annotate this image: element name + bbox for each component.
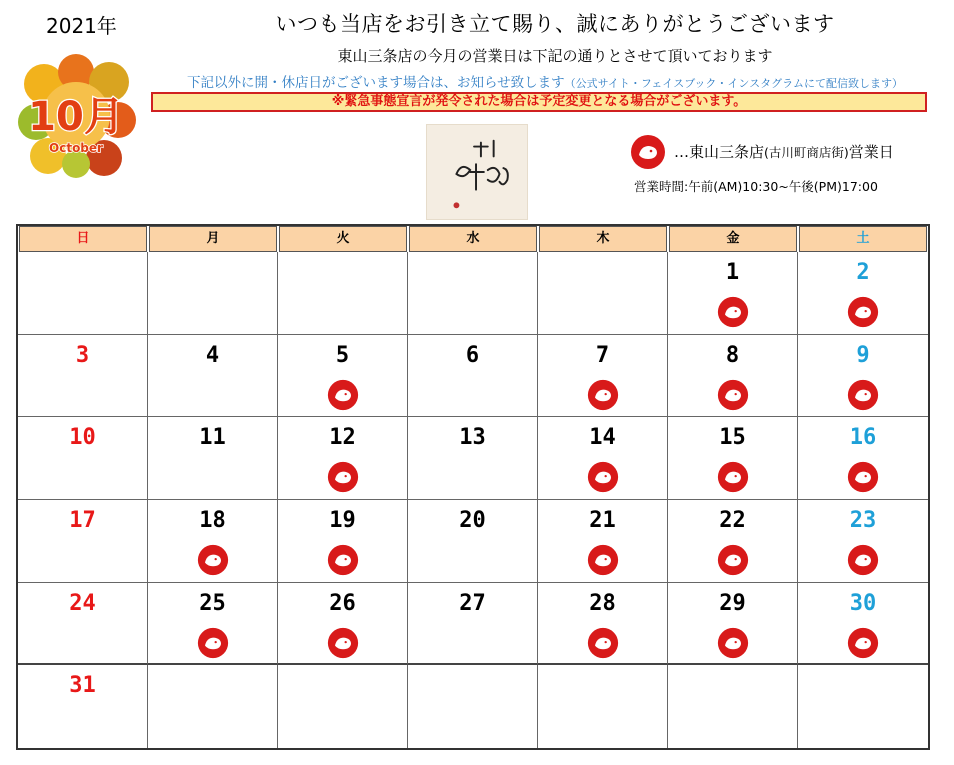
calendar-day-cell [538, 500, 668, 583]
emergency-notice: ※緊急事態宣言が発令された場合は予定変更となる場合がございます。 [151, 92, 927, 112]
day-number: 25 [199, 590, 226, 616]
calendar-day-cell [18, 665, 148, 748]
calendar-day-cell [408, 335, 538, 418]
day-number: 18 [199, 507, 226, 533]
open-day-stamp-icon [587, 544, 619, 576]
day-number: 23 [849, 507, 877, 533]
calendar-day-cell [278, 500, 408, 583]
calendar-day-cell [668, 417, 798, 500]
day-number: 29 [719, 590, 746, 616]
calendar-day-cell [408, 500, 538, 583]
notice-small: （公式サイト・フェイスブック・インスタグラムにて配信致します） [564, 77, 903, 90]
calendar-day-cell [798, 335, 928, 418]
day-number: 6 [465, 342, 480, 368]
day-number: 5 [335, 342, 350, 368]
calendar-day-cell [538, 665, 668, 748]
open-day-stamp-icon [587, 461, 619, 493]
day-number: 12 [329, 425, 356, 451]
calendar-day-cell [668, 335, 798, 418]
calendar-day-cell [668, 665, 798, 748]
calendar-day-cell [538, 417, 668, 500]
open-day-stamp-icon [197, 627, 229, 659]
calendar-day-cell [668, 252, 798, 335]
calendar-day-cell [148, 252, 278, 335]
day-number: 15 [719, 425, 746, 451]
calendar-day-cell [408, 665, 538, 748]
open-day-stamp-icon [847, 379, 879, 411]
calendar-day-cell [148, 583, 278, 666]
headline: いつも当店をお引き立て賜り、誠にありがとうございます [275, 12, 835, 36]
calendar-day-cell [278, 252, 408, 335]
open-day-stamp-icon [587, 627, 619, 659]
notice [150, 71, 940, 91]
calendar-day-cell [18, 583, 148, 666]
calendar-day-cell [668, 583, 798, 666]
calendar-day-cell [408, 583, 538, 666]
day-number: 30 [849, 590, 877, 616]
weekday-tue: 火 [279, 226, 407, 252]
open-day-stamp-icon [197, 544, 229, 576]
month-name: October [49, 141, 103, 155]
calendar-day-cell [148, 665, 278, 748]
open-day-stamp-icon [847, 296, 879, 328]
calendar-day-cell [278, 417, 408, 500]
weekday-sat: 土 [799, 226, 927, 252]
day-number: 4 [205, 342, 220, 368]
calendar-day-cell [18, 417, 148, 500]
calendar-day-cell [538, 583, 668, 666]
day-number: 7 [595, 342, 610, 368]
open-day-stamp-icon [327, 461, 359, 493]
open-day-stamp-icon [327, 544, 359, 576]
legend-text [674, 141, 894, 162]
open-day-stamp-icon [587, 379, 619, 411]
calendar-day-cell [18, 335, 148, 418]
legend-suffix: 営業日 [848, 143, 894, 161]
open-day-stamp-icon [717, 627, 749, 659]
day-number: 11 [199, 425, 226, 451]
calendar-day-cell [538, 335, 668, 418]
calendar-day-cell [278, 583, 408, 666]
calendar-day-cell [148, 500, 278, 583]
weekday-sun: 日 [19, 226, 147, 252]
day-number: 9 [856, 342, 870, 368]
open-day-stamp-icon [630, 134, 666, 170]
business-hours: 営業時間:午前(AM)10:30~午後(PM)17:00 [634, 179, 878, 194]
day-number: 17 [69, 507, 96, 533]
weekday-header [18, 226, 928, 252]
open-day-stamp-icon [717, 461, 749, 493]
weekday-thu: 木 [539, 226, 667, 252]
calendar-day-cell [668, 500, 798, 583]
open-day-stamp-icon [847, 461, 879, 493]
calendar-day-cell [798, 417, 928, 500]
october-leaves-badge [14, 54, 138, 178]
open-day-stamp-icon [327, 627, 359, 659]
calendar-day-cell [408, 252, 538, 335]
day-number: 24 [69, 590, 96, 616]
calendar-day-cell [148, 335, 278, 418]
open-day-stamp-icon [327, 379, 359, 411]
day-number: 21 [589, 507, 616, 533]
legend-prefix: … [674, 143, 689, 161]
calendar-day-cell [798, 500, 928, 583]
day-number: 27 [459, 590, 486, 616]
day-number: 31 [69, 673, 96, 699]
weekday-mon: 月 [149, 226, 277, 252]
day-number: 8 [725, 342, 740, 368]
open-day-stamp-icon [717, 379, 749, 411]
calendar-day-cell [148, 417, 278, 500]
day-number: 2 [856, 260, 870, 285]
day-number: 16 [849, 425, 877, 451]
day-number: 10 [69, 425, 96, 451]
calendar-day-cell [798, 665, 928, 748]
calendar-grid [16, 224, 930, 750]
day-number: 14 [589, 425, 616, 451]
open-day-stamp-icon [717, 544, 749, 576]
open-day-stamp-icon [717, 296, 749, 328]
month-number: 10月 [28, 94, 124, 140]
day-number: 20 [459, 507, 486, 533]
day-number: 1 [725, 260, 740, 285]
day-number: 13 [459, 425, 486, 451]
calendar-day-cell [18, 252, 148, 335]
year-label: 2021年 [46, 14, 117, 38]
day-number: 3 [75, 342, 90, 368]
calendar-day-cell [538, 252, 668, 335]
notice-main: 下記以外に開・休店日がございます場合は、お知らせ致します [187, 75, 565, 91]
calendar-day-cell [798, 252, 928, 335]
shop-logo [426, 124, 528, 220]
calendar-day-cell [798, 583, 928, 666]
subline: 東山三条店の今月の営業日は下記の通りとさせて頂いております [337, 47, 773, 65]
legend-location: (古川町商店街) [764, 145, 849, 160]
calendar-day-cell [18, 500, 148, 583]
calendar-day-cell [278, 665, 408, 748]
open-day-stamp-icon [847, 627, 879, 659]
day-number: 28 [589, 590, 616, 616]
weekday-fri: 金 [669, 226, 797, 252]
calendar-body [18, 252, 928, 748]
day-number: 22 [719, 507, 746, 533]
open-day-stamp-icon [847, 544, 879, 576]
weekday-wed: 水 [409, 226, 537, 252]
legend-store: 東山三条店 [689, 143, 765, 161]
calendar-day-cell [278, 335, 408, 418]
day-number: 26 [329, 590, 356, 616]
calendar-day-cell [408, 417, 538, 500]
day-number: 19 [329, 507, 356, 533]
